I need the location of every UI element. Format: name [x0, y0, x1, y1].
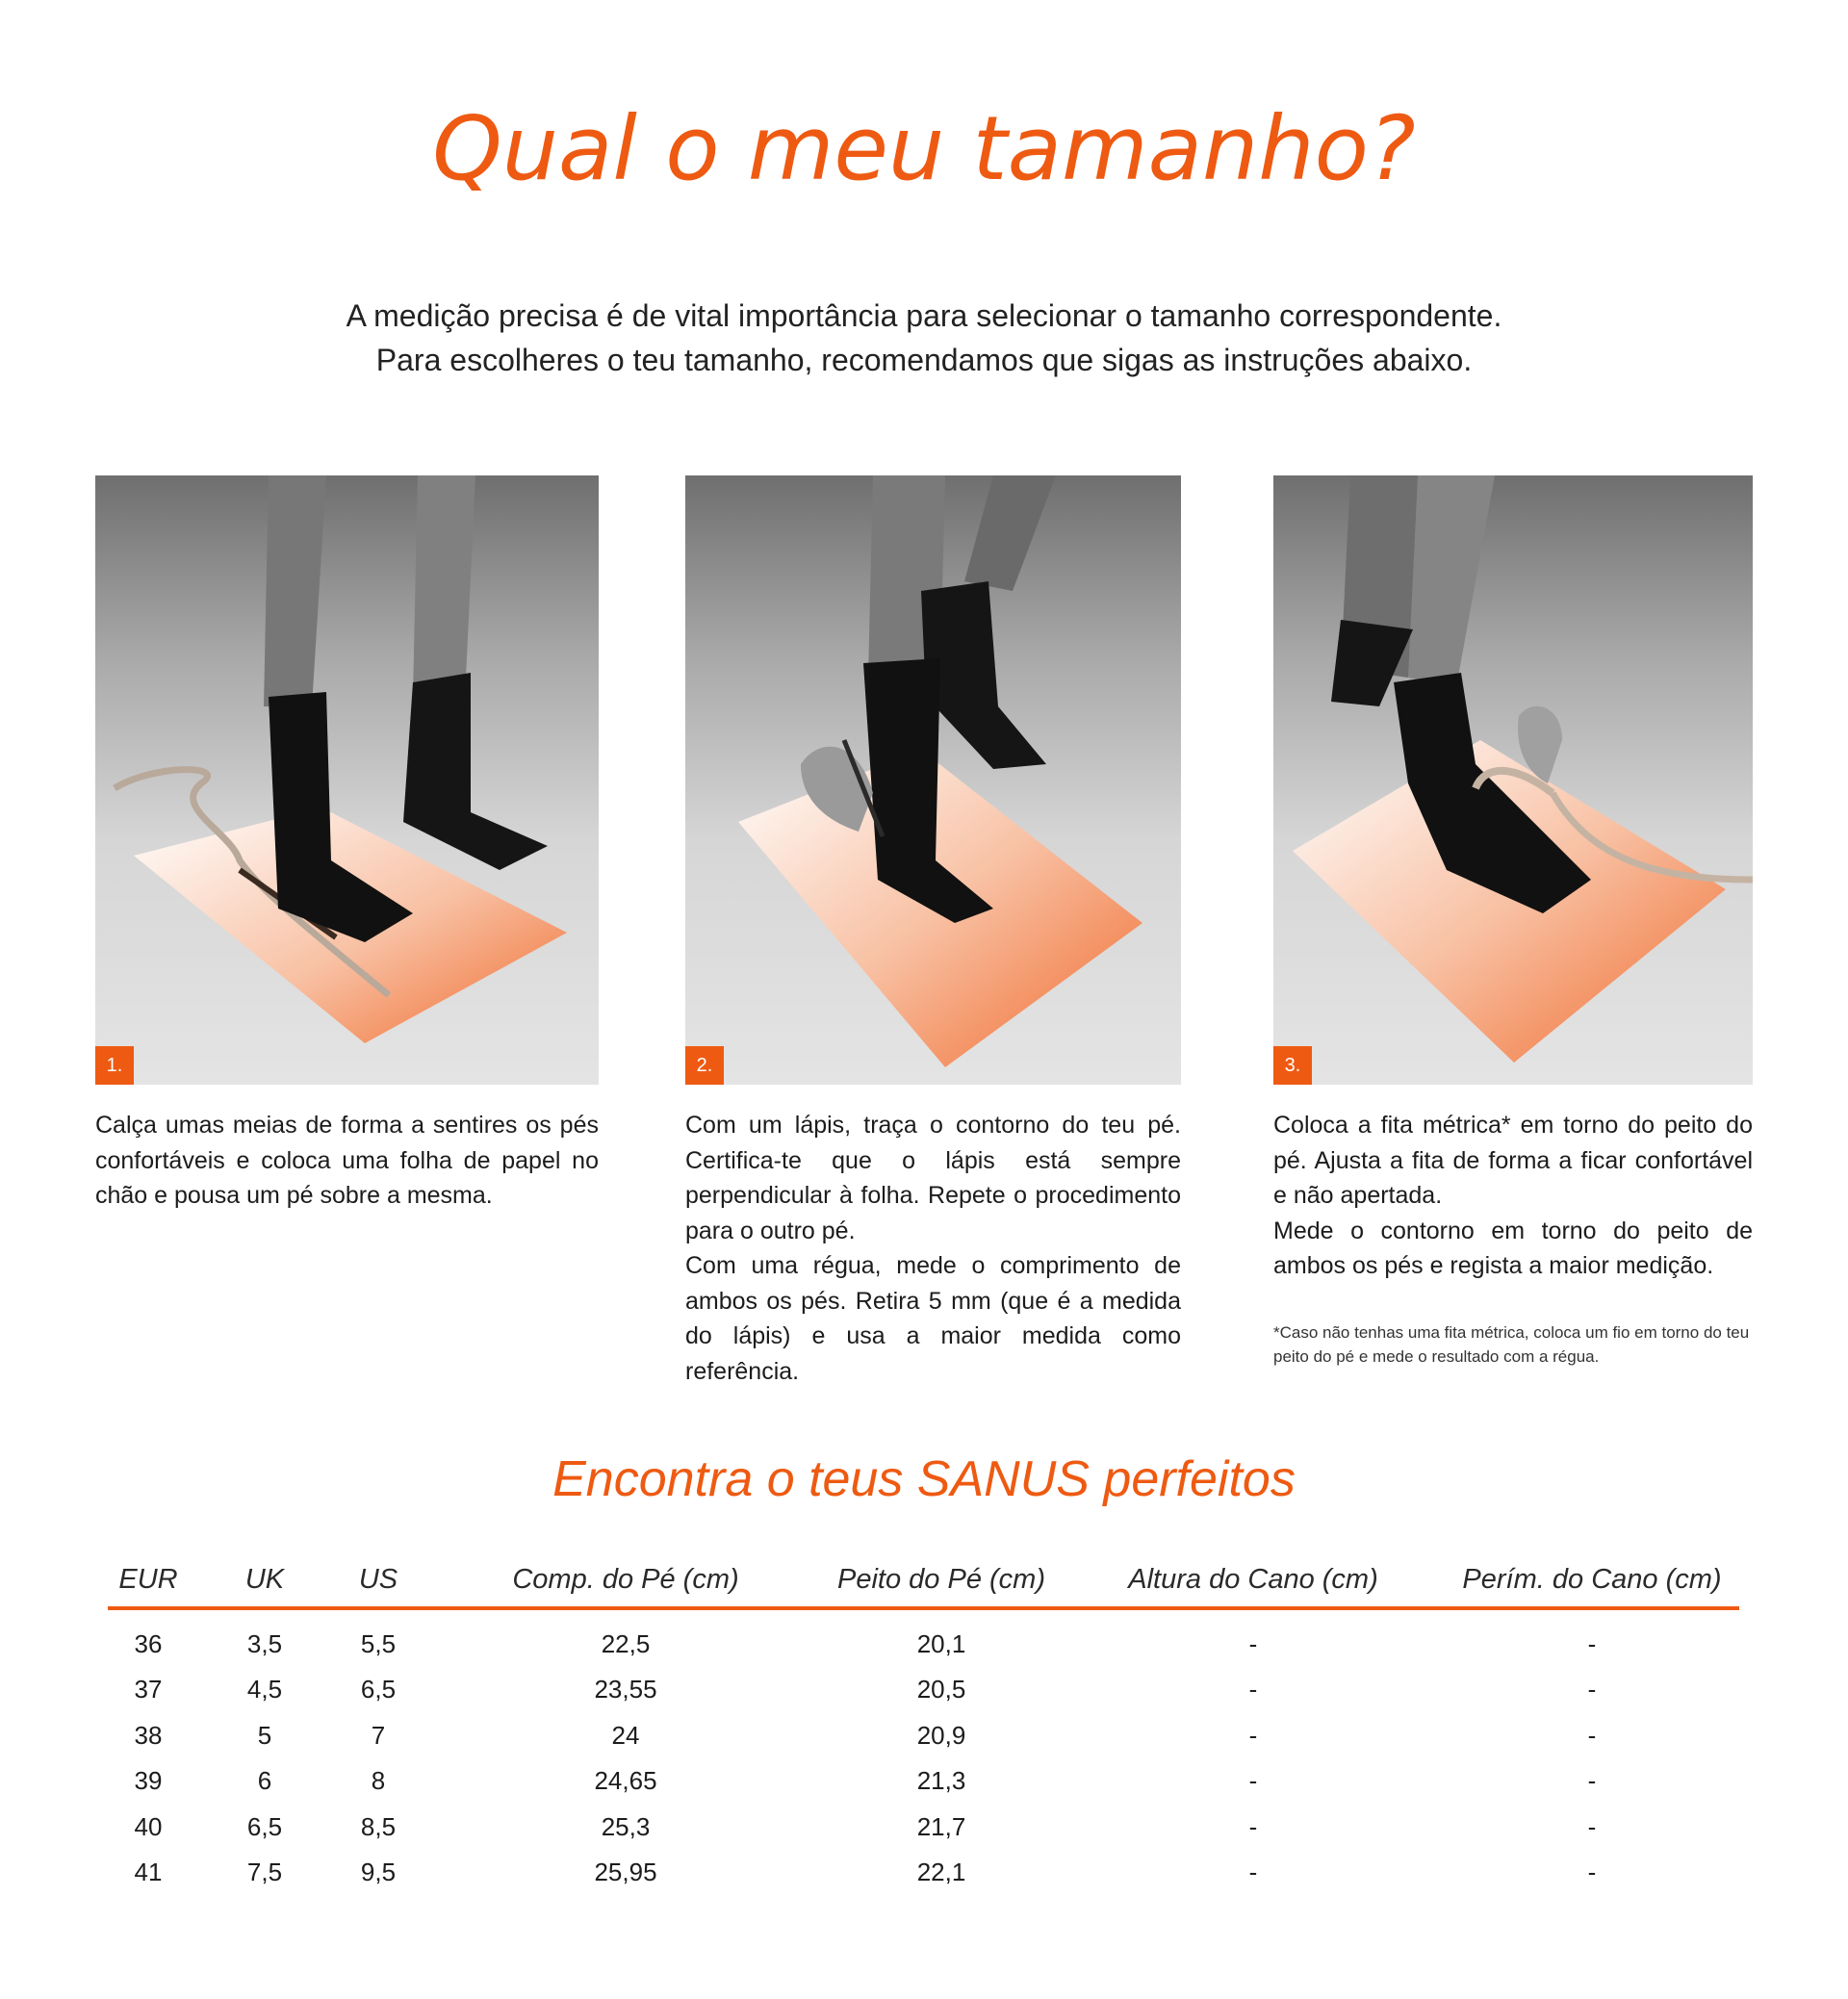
- page-title: Qual o meu tamanho?: [432, 97, 1416, 200]
- foot-on-paper-illustration: [95, 475, 599, 1085]
- cell-us: 8,5: [360, 1811, 397, 1841]
- cell-shaft-height: -: [1248, 1811, 1258, 1841]
- cell-foot-length: 23,55: [594, 1675, 657, 1704]
- intro-line-2: Para escolheres o teu tamanho, recomendamos que sigas as instruções abaixo.: [375, 343, 1473, 377]
- header-instep: Peito do Pé (cm): [837, 1564, 1045, 1595]
- cell-eur: 40: [134, 1811, 163, 1841]
- cell-shaft-circumference: -: [1587, 1629, 1597, 1658]
- cell-uk: 5: [257, 1720, 272, 1750]
- table-row: [108, 1850, 1739, 1895]
- size-table-header: [108, 1552, 1739, 1610]
- intro-line-1: A medição precisa é de vital importância para selecionar o tamanho correspondente.: [346, 298, 1502, 333]
- header-us: US: [358, 1564, 398, 1595]
- step-3-text-2: Mede o contorno em torno do peito de ambos os pés e regista a maior medição.: [1273, 1217, 1753, 1279]
- cell-us: 8: [371, 1766, 386, 1796]
- cell-us: 7: [371, 1720, 386, 1750]
- size-table-title: Encontra o teus SANUS perfeitos: [552, 1451, 1296, 1507]
- table-row: [108, 1805, 1739, 1850]
- cell-foot-length: 25,95: [594, 1857, 657, 1886]
- step-1-description: [95, 1108, 599, 1214]
- step-1-text: Calça umas meias de forma a sentires os pés confortáveis e coloca uma folha de papel no chão e pousa um pé sobre a mesma.: [95, 1112, 599, 1209]
- cell-uk: 4,5: [246, 1675, 283, 1704]
- table-row: [108, 1667, 1739, 1712]
- step-3-photo: [1273, 475, 1753, 1085]
- cell-shaft-height: -: [1248, 1675, 1258, 1704]
- header-uk: UK: [244, 1564, 285, 1595]
- step-2-photo: [685, 475, 1181, 1085]
- step-1: [95, 475, 599, 1214]
- cell-instep: 21,3: [916, 1766, 966, 1796]
- step-1-photo: [95, 475, 599, 1085]
- cell-shaft-circumference: -: [1587, 1675, 1597, 1704]
- step-3-footnote: *Caso não tenhas uma fita métrica, coloca um fio em torno do teu peito do pé e mede o resultado com a régua.: [1273, 1322, 1750, 1366]
- cell-foot-length: 22,5: [601, 1629, 651, 1658]
- cell-us: 6,5: [360, 1675, 397, 1704]
- cell-shaft-circumference: -: [1587, 1766, 1597, 1796]
- step-3: [1273, 475, 1753, 1369]
- intro-text: [0, 294, 1848, 382]
- cell-us: 9,5: [360, 1857, 397, 1886]
- step-3-description: [1273, 1108, 1753, 1284]
- step-number-badge: 3.: [1273, 1046, 1312, 1085]
- cell-shaft-height: -: [1248, 1720, 1258, 1750]
- cell-eur: 38: [134, 1720, 163, 1750]
- header-shaft-circumference: Perím. do Cano (cm): [1462, 1564, 1722, 1595]
- header-shaft-height: Altura do Cano (cm): [1128, 1564, 1378, 1595]
- step-3-text-1: Coloca a fita métrica* em torno do peito do pé. Ajusta a fita de forma a ficar confortável e não apertada.: [1273, 1112, 1753, 1209]
- cell-shaft-height: -: [1248, 1857, 1258, 1886]
- cell-uk: 3,5: [246, 1629, 283, 1658]
- cell-us: 5,5: [360, 1629, 397, 1658]
- table-row: [108, 1622, 1739, 1667]
- step-2: [685, 475, 1181, 1389]
- step-number-badge: 1.: [95, 1046, 134, 1085]
- table-row: [108, 1713, 1739, 1758]
- cell-instep: 20,5: [916, 1675, 966, 1704]
- cell-uk: 6,5: [246, 1811, 283, 1841]
- cell-shaft-height: -: [1248, 1766, 1258, 1796]
- size-table-body: [108, 1610, 1739, 1895]
- cell-instep: 21,7: [916, 1811, 966, 1841]
- step-2-text-2: Com uma régua, mede o comprimento de ambos os pés. Retira 5 mm (que é a medida do lápis) e usa a maior medida como referência.: [685, 1252, 1181, 1385]
- cell-instep: 20,1: [916, 1629, 966, 1658]
- cell-shaft-circumference: -: [1587, 1720, 1597, 1750]
- cell-foot-length: 24: [611, 1720, 640, 1750]
- step-2-text-1: Com um lápis, traça o contorno do teu pé. Certifica-te que o lápis está sempre perpendicular à folha. Repete o procedimento para o outro pé.: [685, 1112, 1181, 1244]
- cell-eur: 41: [134, 1857, 163, 1886]
- size-table: [108, 1552, 1739, 1895]
- measuring-tape-illustration: [1273, 475, 1753, 1085]
- step-2-description: [685, 1108, 1181, 1389]
- tracing-foot-illustration: [685, 475, 1181, 1085]
- cell-instep: 20,9: [916, 1720, 966, 1750]
- cell-foot-length: 24,65: [594, 1766, 657, 1796]
- table-row: [108, 1758, 1739, 1804]
- cell-uk: 7,5: [246, 1857, 283, 1886]
- cell-instep: 22,1: [916, 1857, 966, 1886]
- step-number-badge: 2.: [685, 1046, 724, 1085]
- header-eur: EUR: [118, 1564, 178, 1595]
- cell-eur: 36: [134, 1629, 163, 1658]
- cell-eur: 37: [134, 1675, 163, 1704]
- cell-uk: 6: [257, 1766, 272, 1796]
- cell-shaft-circumference: -: [1587, 1811, 1597, 1841]
- cell-eur: 39: [134, 1766, 163, 1796]
- cell-shaft-circumference: -: [1587, 1857, 1597, 1886]
- header-foot-length: Comp. do Pé (cm): [512, 1564, 739, 1595]
- cell-foot-length: 25,3: [601, 1811, 651, 1841]
- cell-shaft-height: -: [1248, 1629, 1258, 1658]
